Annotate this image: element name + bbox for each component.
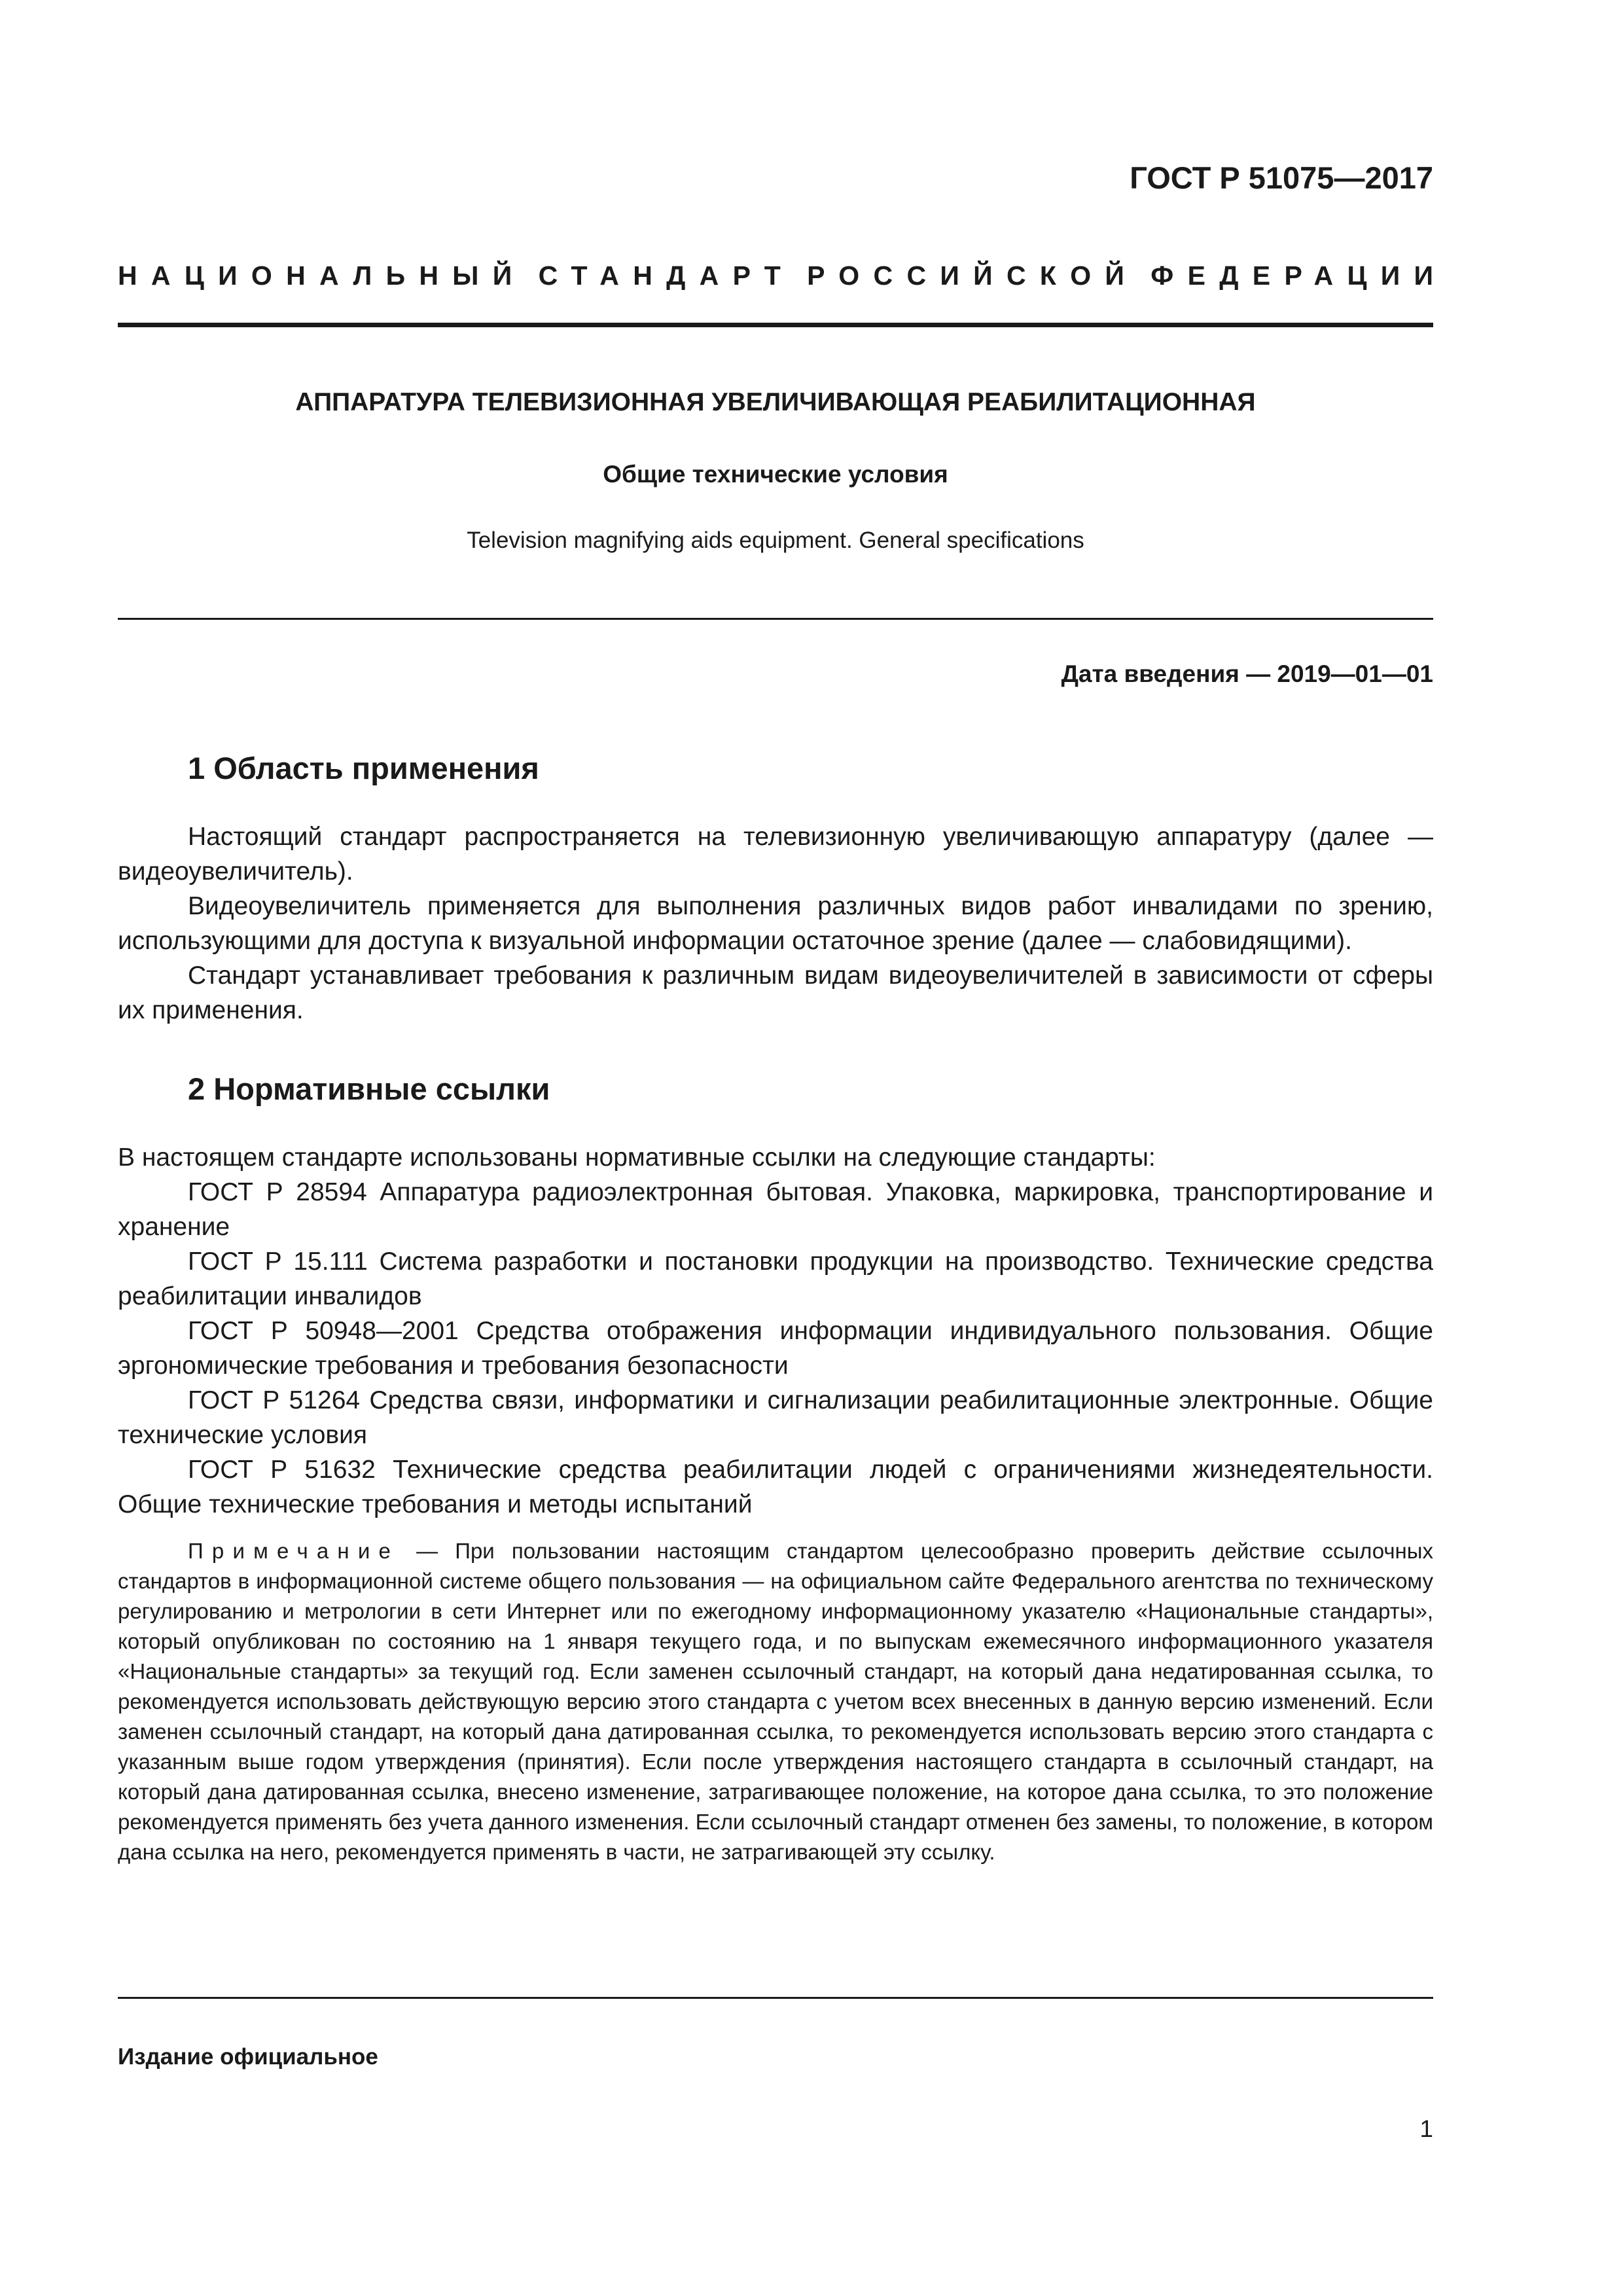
references-intro: В настоящем стандарте использованы нормативные ссылки на следующие стандарты: [118,1143,1156,1172]
document-code: ГОСТ Р 51075—2017 [1130,160,1433,195]
english-title: Television magnifying aids equipment. General specifications [467,528,1084,553]
note-text: — При пользовании настоящим стандартом целесообразно проверить действие ссылочных стандартов в информационной системе общего пользования — на официальном сайте Федерального агентства по техническому регулированию и метрологии в сети Интернет или по ежегодному информационному указателю «Национальные стандарты», который опубликован по состоянию на 1 января текущего года, и по выпускам ежемесячного информационного указателя «Национальные стандарты» за текущий год. Если заменен ссылочный стандарт, на который дана недатированная ссылка, то рекомендуется использовать действующую версию этого стандарта с учетом всех внесенных в данную версию изменений. Если заменен ссылочный стандарт, на который дана датированная ссылка, то рекомендуется использовать версию этого стандарта с указанным выше годом утверждения (принятия). Если после утверждения настоящего стандарта в ссылочный стандарт, на который дана датированная ссылка, внесено изменение, затрагивающее положение, на которое дана ссылка, то это положение рекомендуется применять без учета данного изменения. Если ссылочный стандарт отменен без замены, то положение, в котором дана ссылка на него, рекомендуется применять в части, не затрагивающей эту ссылку. [118,1539,1433,1864]
reference-item: ГОСТ Р 51632 Технические средства реабилитации людей с ограничениями жизнедеятельности. Общие технические требования и методы испытаний [118,1456,1433,1518]
scope-paragraph: Видеоувеличитель применяется для выполнения различных видов работ инвалидами по зрению, использующими для доступа к визуальной информации остаточное зрение (далее — слабовидящими). [118,892,1433,955]
official-edition-label: Издание официальное [118,2044,378,2070]
reference-item: ГОСТ Р 50948—2001 Средства отображения информации индивидуального пользования. Общие эргономические требования и требования безопасности [118,1317,1433,1380]
title-divider [118,618,1433,620]
national-title-word: ФЕДЕРАЦИИ [1150,260,1448,291]
national-standard-title [118,260,1448,291]
page-number: 1 [1419,2115,1433,2142]
reference-item: ГОСТ Р 51264 Средства связи, информатики и сигнализации реабилитационные электронные. Общие технические условия [118,1386,1433,1449]
scope-paragraph: Стандарт устанавливает требования к различным видам видеоувеличителей в зависимости от сферы их применения. [118,961,1433,1024]
national-title-word: РОССИЙСКОЙ [807,260,1139,291]
footer-divider [118,1997,1433,1999]
references-note [118,1536,1433,1867]
section-heading-references: 2 Нормативные ссылки [188,1071,550,1106]
standard-title: АППАРАТУРА ТЕЛЕВИЗИОННАЯ УВЕЛИЧИВАЮЩАЯ РЕАБИЛИТАЦИОННАЯ [295,388,1256,416]
section-heading-scope: 1 Область применения [188,751,539,785]
national-title-word: НАЦИОНАЛЬНЫЙ [118,260,526,291]
reference-item: ГОСТ Р 15.111 Система разработки и постановки продукции на производство. Технические средства реабилитации инвалидов [118,1247,1433,1310]
scope-paragraph: Настоящий стандарт распространяется на телевизионную увеличивающую аппаратуру (далее — видеоувеличитель). [118,823,1433,886]
header-divider [118,323,1433,327]
introduction-date: Дата введения — 2019—01—01 [1061,660,1433,687]
note-label: Примечание [188,1539,400,1563]
reference-item: ГОСТ Р 28594 Аппаратура радиоэлектронная бытовая. Упаковка, маркировка, транспортирование и хранение [118,1178,1433,1241]
national-title-word: СТАНДАРТ [538,260,795,291]
standard-subtitle: Общие технические условия [603,461,948,488]
